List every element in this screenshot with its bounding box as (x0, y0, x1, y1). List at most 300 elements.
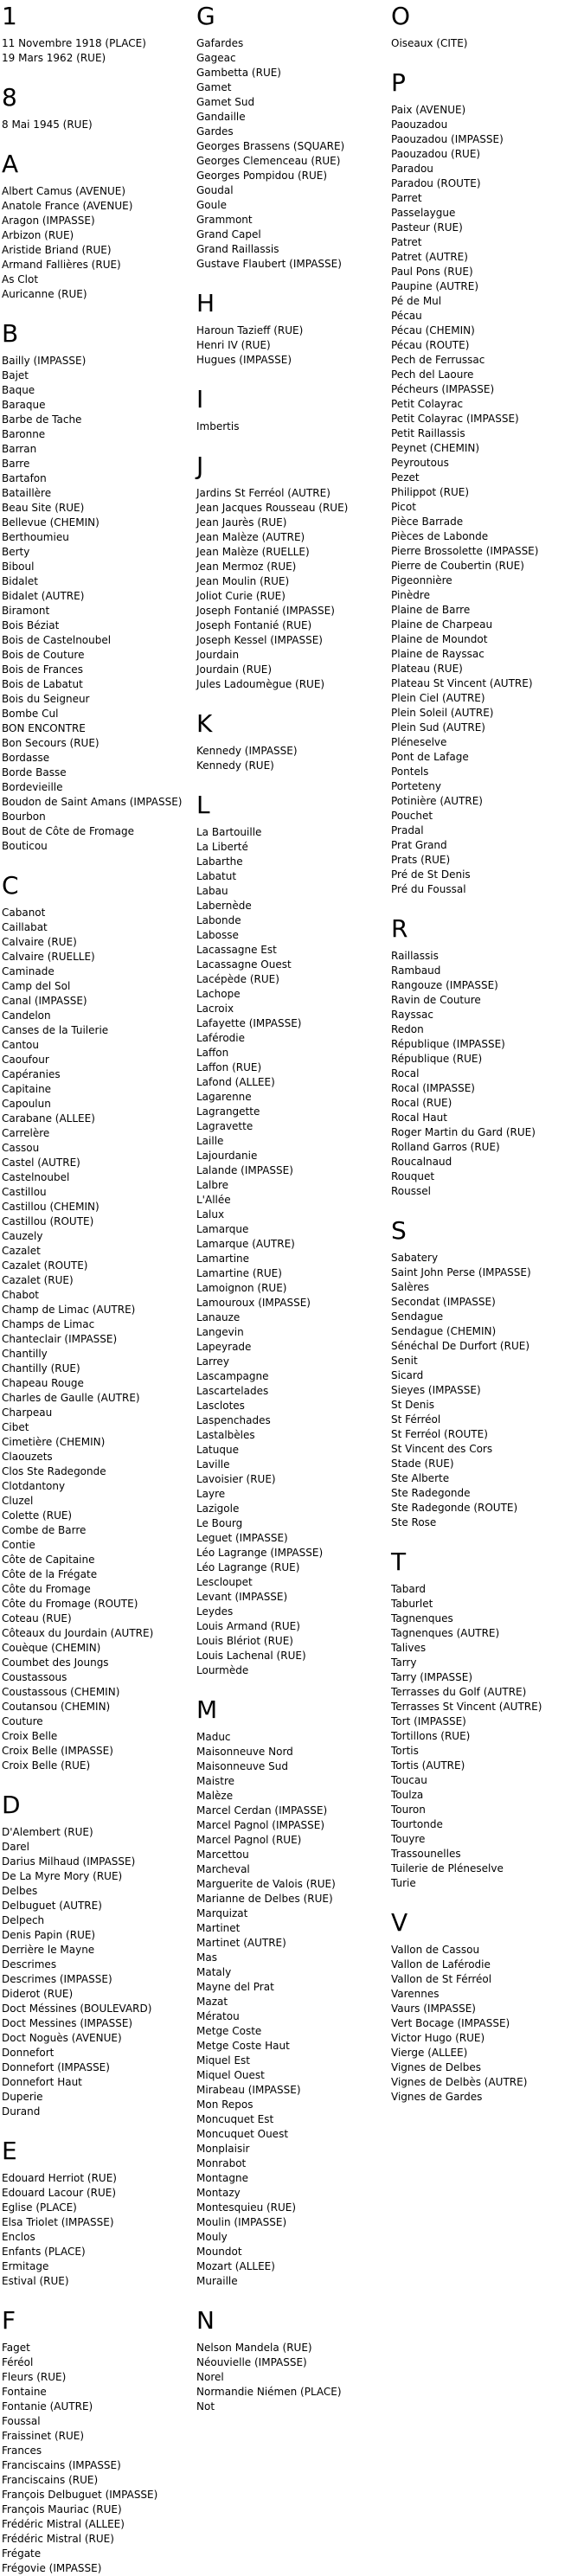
street-entry: Potinière (AUTRE) (391, 795, 483, 807)
street-entry: Oiseaux (CITE) (391, 37, 468, 49)
street-entry: Doct Messines (IMPASSE) (2, 2017, 133, 2029)
street-entry: Castillou (ROUTE) (2, 1215, 94, 1227)
section-letter-I: I (196, 385, 204, 413)
street-entry: BON ENCONTRE (2, 722, 86, 734)
street-entry: Roussel (391, 1185, 431, 1197)
street-entry: Laffon (RUE) (196, 1061, 262, 1073)
street-entry: 8 Mai 1945 (RUE) (2, 119, 93, 131)
street-entry: Marcheval (196, 1863, 250, 1875)
street-entry: Varennes (391, 1988, 440, 2000)
street-entry: Prats (RUE) (391, 854, 451, 866)
street-entry: Lamarque (AUTRE) (196, 1238, 295, 1250)
street-list-R (391, 949, 584, 1199)
street-entry: Ermitage (2, 2260, 49, 2272)
section-letter-1: 1 (2, 2, 17, 30)
street-list-K (196, 744, 391, 773)
street-entry: Mirabeau (IMPASSE) (196, 2084, 301, 2096)
street-entry: Baque (2, 384, 35, 396)
street-list-8 (2, 118, 196, 132)
street-entry: François Mauriac (RUE) (2, 2503, 122, 2515)
index-section-B (2, 321, 196, 854)
street-entry: Bailly (IMPASSE) (2, 355, 87, 367)
street-entry: Pléneselve (391, 736, 447, 748)
index-section-A (2, 151, 196, 302)
street-entry: Marcel Pagnol (RUE) (196, 1834, 302, 1846)
section-letter-J: J (196, 452, 204, 480)
street-entry: Ste Radegonde (391, 1487, 471, 1499)
street-entry: Cantou (2, 1039, 39, 1051)
street-entry: Plein Sud (AUTRE) (391, 721, 485, 734)
street-entry: Durand (2, 2105, 41, 2118)
street-entry: Plaine de Barre (391, 604, 471, 616)
index-section-R (391, 916, 584, 1199)
street-list-B (2, 354, 196, 854)
street-entry: Edouard Herriot (RUE) (2, 2172, 117, 2184)
street-entry: Paupine (AUTRE) (391, 280, 479, 292)
street-entry: Vallon de St Férréol (391, 1973, 492, 1985)
street-entry: Tourtonde (391, 1818, 443, 1830)
street-entry: Delpech (2, 1914, 45, 1926)
street-entry: Côte de Capitaine (2, 1554, 95, 1566)
street-entry: Couture (2, 1715, 43, 1727)
street-entry: Caillabat (2, 921, 48, 933)
street-entry: Labonde (196, 914, 241, 926)
street-entry: Prat Grand (391, 839, 447, 851)
index-section-N (196, 2308, 391, 2414)
street-entry: Le Bourg (196, 1517, 243, 1529)
street-entry: Mas (196, 1951, 217, 1964)
street-entry: Vignes de Gardes (391, 2091, 483, 2103)
street-entry: Pouchet (391, 810, 433, 822)
street-entry: Vallon de Cassou (391, 1944, 480, 1956)
street-entry: Bourbon (2, 811, 46, 823)
street-entry: Sabatery (391, 1252, 439, 1264)
street-entry: Couèque (CHEMIN) (2, 1642, 101, 1654)
street-list-L (196, 825, 391, 1678)
street-entry: Jean Moulin (RUE) (196, 575, 290, 587)
street-entry: Porteteny (391, 780, 441, 792)
street-entry: Franciscains (IMPASSE) (2, 2459, 121, 2471)
street-entry: Pont de Lafage (391, 751, 469, 763)
street-entry: Cazalet (ROUTE) (2, 1259, 88, 1272)
street-entry: Labernède (196, 900, 252, 912)
street-entry: Moundot (196, 2246, 242, 2258)
street-entry: Chantilly (2, 1348, 48, 1360)
street-entry: Coutansou (CHEMIN) (2, 1701, 111, 1713)
street-entry: Raillassis (391, 950, 439, 962)
street-entry: Lalux (196, 1208, 225, 1221)
street-entry: Jean Malèze (RUELLE) (196, 546, 310, 558)
street-list-C (2, 906, 196, 1773)
street-entry: Bidalet (AUTRE) (2, 590, 85, 602)
section-letter-R: R (391, 914, 408, 943)
street-entry: Tagnenques (391, 1612, 453, 1624)
section-letter-M: M (196, 1695, 218, 1724)
street-entry: Lafond (ALLEE) (196, 1076, 275, 1088)
street-list-1 (2, 36, 196, 66)
street-entry: Cibet (2, 1421, 29, 1433)
street-entry: Pécau (ROUTE) (391, 339, 470, 351)
street-entry: St Vincent des Cors (391, 1443, 493, 1455)
street-entry: Philippot (RUE) (391, 486, 470, 498)
street-entry: Doct Noguès (AVENUE) (2, 2032, 122, 2044)
street-entry: L'Allée (196, 1194, 231, 1206)
street-entry: Mazat (196, 1996, 228, 2008)
street-entry: Pé de Mul (391, 295, 442, 307)
street-entry: Donnefort (2, 2047, 55, 2059)
street-entry: Pièces de Labonde (391, 530, 489, 542)
street-entry: Ste Rose (391, 1516, 437, 1528)
street-entry: Gambetta (RUE) (196, 67, 281, 79)
street-entry: Martinet (AUTRE) (196, 1937, 286, 1949)
section-letter-K: K (196, 709, 213, 738)
street-entry: Moncuquet Est (196, 2113, 274, 2125)
street-entry: Lamartine (RUE) (196, 1267, 282, 1279)
street-entry: Jean Mermoz (RUE) (196, 561, 297, 573)
street-entry: Joliot Curie (RUE) (196, 590, 286, 602)
street-entry: Stade (RUE) (391, 1458, 454, 1470)
street-entry: Larrey (196, 1355, 229, 1368)
street-entry: Gardes (196, 125, 234, 138)
street-entry: Foussal (2, 2415, 41, 2427)
street-entry: Jardins St Ferréol (AUTRE) (196, 487, 331, 499)
street-entry: Bon Secours (RUE) (2, 737, 99, 749)
street-entry: Paouzadou (391, 119, 448, 131)
street-entry: Bois de Frances (2, 663, 83, 676)
street-entry: Lamartine (196, 1253, 250, 1265)
street-entry: Faget (2, 2342, 30, 2354)
street-entry: Monplaisir (196, 2143, 250, 2155)
section-letter-B: B (2, 319, 19, 348)
street-entry: Norel (196, 2371, 224, 2383)
street-entry: Pièce Barrade (391, 516, 464, 528)
street-entry: Pierre Brossolette (IMPASSE) (391, 545, 539, 557)
street-entry: Paradou (ROUTE) (391, 177, 481, 189)
street-entry: Croix Belle (RUE) (2, 1759, 91, 1772)
street-entry: Lavoisier (RUE) (196, 1473, 276, 1485)
street-entry: Jean Jacques Rousseau (RUE) (196, 502, 349, 514)
street-entry: Picot (391, 501, 416, 513)
street-entry: Laspenchades (196, 1414, 271, 1426)
street-entry: Lagravette (196, 1120, 253, 1132)
street-entry: Louis Blériot (RUE) (196, 1635, 293, 1647)
street-entry: Toulza (391, 1789, 424, 1801)
street-entry: Cauzely (2, 1230, 43, 1242)
street-entry: Labarthe (196, 855, 243, 868)
street-entry: Peynet (CHEMIN) (391, 442, 480, 454)
street-entry: Estival (RUE) (2, 2275, 69, 2287)
street-entry: Fleurs (RUE) (2, 2371, 67, 2383)
index-section-O (391, 3, 584, 51)
section-letter-G: G (196, 2, 215, 30)
street-entry: Champs de Limac (2, 1318, 95, 1330)
street-entry: Paradou (391, 163, 433, 175)
street-list-D (2, 1825, 196, 2119)
street-entry: Malèze (196, 1790, 234, 1802)
street-entry: Labau (196, 885, 228, 897)
index-section-D (2, 1792, 196, 2119)
street-entry: Coteau (RUE) (2, 1612, 72, 1624)
street-entry: Salères (391, 1281, 429, 1293)
street-entry: Anatole France (AVENUE) (2, 200, 133, 212)
street-entry: Turie (391, 1877, 416, 1889)
street-list-N (196, 2341, 391, 2414)
street-entry: Lagarenne (196, 1091, 252, 1103)
street-entry: Kennedy (IMPASSE) (196, 745, 298, 757)
street-entry: Frances (2, 2445, 42, 2457)
street-entry: St Férréol (391, 1413, 441, 1426)
street-entry: Victor Hugo (RUE) (391, 2032, 485, 2044)
street-entry: Laville (196, 1458, 230, 1471)
street-entry: Pierre de Coubertin (RUE) (391, 560, 524, 572)
section-letter-V: V (391, 1908, 408, 1937)
street-entry: Tortis (AUTRE) (391, 1759, 465, 1772)
street-entry: Martinet (196, 1922, 241, 1934)
street-entry: Petit Colayrac (391, 398, 464, 410)
street-entry: Roucalnaud (391, 1156, 452, 1168)
street-entry: Bombe Cul (2, 708, 59, 720)
street-entry: Lanauze (196, 1311, 241, 1323)
street-entry: Tarry (391, 1656, 417, 1669)
street-entry: Jean Jaurès (RUE) (196, 516, 287, 529)
street-entry: Nelson Mandela (RUE) (196, 2342, 312, 2354)
street-entry: Champ de Limac (AUTRE) (2, 1304, 136, 1316)
street-entry: Pasteur (RUE) (391, 221, 463, 234)
street-entry: Croix Belle (IMPASSE) (2, 1745, 113, 1757)
street-entry: Canses de la Tuilerie (2, 1024, 109, 1036)
section-letter-F: F (2, 2306, 16, 2335)
street-entry: Calvaire (RUE) (2, 936, 77, 948)
street-entry: Lacassagne Est (196, 944, 277, 956)
street-entry: François Delbuguet (IMPASSE) (2, 2489, 158, 2501)
street-list-J (196, 486, 391, 692)
street-entry: Trassounelles (391, 1848, 461, 1860)
street-entry: Lachope (196, 988, 241, 1000)
street-entry: Descrimes (2, 1958, 57, 1970)
street-entry: Laffon (196, 1047, 229, 1059)
street-entry: Patret (391, 236, 422, 248)
street-entry: Candelon (2, 1009, 51, 1022)
street-entry: Montazy (196, 2187, 241, 2199)
street-entry: Marcettou (196, 1849, 249, 1861)
street-entry: Frégate (2, 2547, 42, 2560)
street-entry: Enclos (2, 2231, 35, 2243)
street-entry: Barbe de Tache (2, 413, 82, 426)
street-entry: Toucau (391, 1774, 427, 1786)
street-entry: Jean Malèze (AUTRE) (196, 531, 305, 543)
street-entry: Boudon de Saint Amans (IMPASSE) (2, 796, 183, 808)
street-entry: Lamoignon (RUE) (196, 1282, 287, 1294)
street-entry: Pigeonnière (391, 574, 452, 586)
street-entry: Côte du Fromage (ROUTE) (2, 1598, 138, 1610)
street-entry: Lafayette (IMPASSE) (196, 1017, 302, 1029)
street-entry: Vierge (ALLEE) (391, 2047, 468, 2059)
street-entry: Cazalet (2, 1245, 41, 1257)
street-entry: Pré du Foussal (391, 883, 466, 895)
street-entry: Léo Lagrange (IMPASSE) (196, 1547, 324, 1559)
street-entry: Grand Raillassis (196, 243, 279, 255)
street-entry: Tortis (391, 1745, 419, 1757)
street-list-G (196, 36, 391, 272)
street-entry: Jules Ladoumègue (RUE) (196, 678, 325, 690)
street-entry: Delbes (2, 1885, 38, 1897)
street-entry: Edouard Lacour (RUE) (2, 2187, 117, 2199)
street-entry: Clos Ste Radegonde (2, 1465, 106, 1477)
street-entry: Montesquieu (RUE) (196, 2201, 297, 2214)
street-entry: Laférodie (196, 1032, 245, 1044)
street-entry: Jourdain (RUE) (196, 663, 272, 676)
street-entry: Roger Martin du Gard (RUE) (391, 1126, 536, 1138)
street-entry: Sicard (391, 1369, 424, 1381)
street-entry: République (IMPASSE) (391, 1038, 505, 1050)
street-entry: Chapeau Rouge (2, 1377, 84, 1389)
street-entry: Labatut (196, 870, 237, 882)
street-entry: Marquizat (196, 1907, 248, 1919)
street-entry: Lacépède (RUE) (196, 973, 279, 985)
street-entry: Caminade (2, 965, 55, 977)
index-section-1 (2, 3, 196, 66)
street-entry: Jourdain (196, 649, 240, 661)
street-entry: Moulin (IMPASSE) (196, 2216, 287, 2228)
index-section-C (2, 873, 196, 1773)
street-entry: Tarry (IMPASSE) (391, 1671, 473, 1683)
street-entry: Patret (AUTRE) (391, 251, 468, 263)
street-entry: Mouly (196, 2231, 228, 2243)
street-entry: Plateau (RUE) (391, 663, 463, 675)
street-entry: Maistre (196, 1775, 235, 1787)
street-list-P (391, 103, 584, 897)
street-entry: Carabane (ALLEE) (2, 1112, 95, 1125)
street-entry: Rouquet (391, 1170, 435, 1182)
street-entry: Donnefort (IMPASSE) (2, 2061, 110, 2073)
section-letter-L: L (196, 791, 210, 819)
street-entry: Maisonneuve Nord (196, 1746, 293, 1758)
street-entry: As Clot (2, 273, 39, 285)
street-entry: Clotdantony (2, 1480, 66, 1492)
street-entry: Senit (391, 1355, 418, 1367)
street-entry: Gageac (196, 52, 236, 64)
street-entry: Sendague (CHEMIN) (391, 1325, 497, 1337)
index-column-2 (196, 2, 391, 2414)
street-entry: Monrabot (196, 2157, 247, 2169)
street-entry: Gafardes (196, 37, 244, 49)
index-section-8 (2, 85, 196, 132)
street-entry: Carrelère (2, 1127, 50, 1139)
street-entry: Saint John Perse (IMPASSE) (391, 1266, 531, 1278)
street-entry: Chantilly (RUE) (2, 1362, 80, 1375)
section-letter-N: N (196, 2306, 215, 2335)
street-entry: Imbertis (196, 420, 240, 433)
street-entry: Bellevue (CHEMIN) (2, 516, 99, 529)
street-entry: Camp del Sol (2, 980, 71, 992)
street-entry: Castillou (2, 1186, 47, 1198)
street-entry: Biboul (2, 561, 35, 573)
street-entry: Canal (IMPASSE) (2, 995, 87, 1007)
street-entry: Maduc (196, 1731, 231, 1743)
street-entry: Sénéchal De Durfort (RUE) (391, 1340, 529, 1352)
street-entry: Talives (391, 1642, 427, 1654)
street-entry: Côte du Fromage (2, 1583, 91, 1595)
section-letter-S: S (391, 1216, 407, 1245)
street-entry: Pontels (391, 766, 429, 778)
street-entry: Barre (2, 458, 30, 470)
street-entry: Capoulun (2, 1098, 51, 1110)
index-section-T (391, 1549, 584, 1891)
street-entry: Lalande (IMPASSE) (196, 1164, 293, 1176)
street-entry: Bois du Seigneur (2, 693, 90, 705)
street-entry: Rolland Garros (RUE) (391, 1141, 500, 1153)
street-entry: Calvaire (RUELLE) (2, 951, 95, 963)
street-entry: Haroun Tazieff (RUE) (196, 324, 304, 336)
street-list-I (196, 420, 391, 434)
street-entry: Lamarque (196, 1223, 249, 1235)
street-entry: Ravin de Couture (391, 994, 481, 1006)
street-entry: Armand Fallières (RUE) (2, 259, 121, 271)
street-entry: Gandaille (196, 111, 246, 123)
index-section-I (196, 387, 391, 434)
street-entry: Petit Raillassis (391, 427, 465, 439)
street-entry: Doct Méssines (BOULEVARD) (2, 2002, 152, 2015)
street-entry: Gamet Sud (196, 96, 255, 108)
street-entry: Gamet (196, 81, 232, 93)
street-entry: Joseph Kessel (IMPASSE) (196, 634, 323, 646)
street-entry: Enfants (PLACE) (2, 2246, 86, 2258)
street-entry: Bouticou (2, 840, 48, 852)
street-entry: Côteaux du Jourdain (AUTRE) (2, 1627, 154, 1639)
street-entry: Arbizon (RUE) (2, 229, 74, 241)
street-entry: Lazigole (196, 1503, 240, 1515)
street-entry: Rocal (RUE) (391, 1097, 452, 1109)
street-entry: St Ferréol (ROUTE) (391, 1428, 488, 1440)
street-entry: Bout de Côte de Fromage (2, 825, 135, 837)
street-entry: Mozart (ALLEE) (196, 2260, 275, 2272)
index-section-H (196, 291, 391, 368)
section-letter-P: P (391, 68, 406, 97)
street-entry: Frédéric Mistral (ALLEE) (2, 2518, 125, 2530)
street-entry: Plein Soleil (AUTRE) (391, 707, 494, 719)
street-entry: Bataillère (2, 487, 52, 499)
street-entry: Diderot (RUE) (2, 1988, 74, 2000)
street-entry: Tort (IMPASSE) (391, 1715, 466, 1727)
street-entry: Donnefort Haut (2, 2076, 82, 2088)
street-entry: Croix Belle (2, 1730, 58, 1742)
street-entry: Ste Alberte (391, 1472, 450, 1484)
street-entry: Lalbre (196, 1179, 229, 1191)
street-entry: Pradal (391, 824, 424, 836)
street-entry: Frédéric Mistral (RUE) (2, 2533, 114, 2545)
street-entry: Joseph Fontanié (IMPASSE) (196, 605, 335, 617)
street-entry: Tagnenques (AUTRE) (391, 1627, 500, 1639)
street-entry: Berty (2, 546, 30, 558)
street-entry: Cluzel (2, 1495, 34, 1507)
street-entry: Vallon de Laférodie (391, 1958, 491, 1970)
street-entry: Grand Capel (196, 228, 261, 240)
street-entry: Moncuquet Ouest (196, 2128, 289, 2140)
street-entry: Tuilerie de Pléneselve (391, 1862, 504, 1874)
street-entry: Fontaine (2, 2386, 47, 2398)
street-entry: Paouzadou (IMPASSE) (391, 133, 504, 145)
street-entry: Plaine de Rayssac (391, 648, 485, 660)
street-entry: Rocal (IMPASSE) (391, 1082, 475, 1094)
street-entry: Fontanie (AUTRE) (2, 2400, 93, 2413)
street-entry: Plein Ciel (AUTRE) (391, 692, 485, 704)
street-entry: Aragon (IMPASSE) (2, 215, 95, 227)
section-letter-A: A (2, 150, 19, 178)
street-entry: Bartafon (2, 472, 47, 484)
index-section-V (391, 1910, 584, 2105)
street-entry: Rayssac (391, 1009, 433, 1021)
street-entry: Castelnoubel (2, 1171, 70, 1183)
